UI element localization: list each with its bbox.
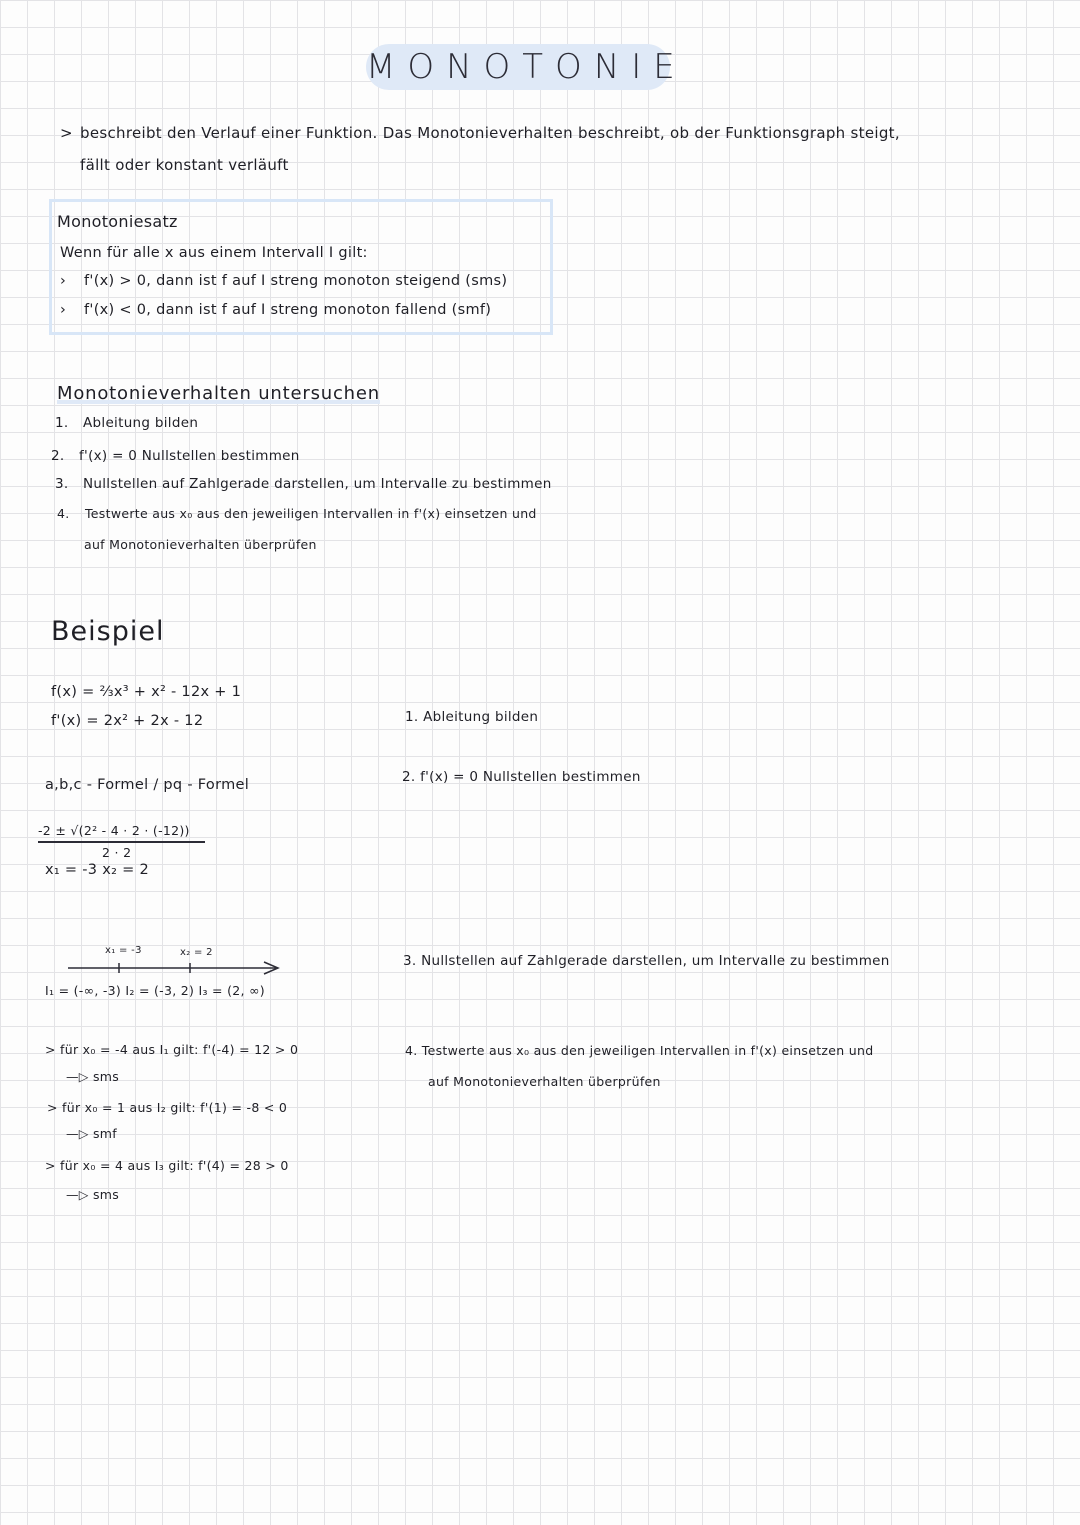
intervals: I₁ = (-∞, -3) I₂ = (-3, 2) I₃ = (2, ∞) [45,983,265,998]
step-text: Ableitung bilden [83,415,199,431]
test-2-result: —▷ smf [66,1126,117,1141]
quadratic-denominator: 2 · 2 [102,845,132,860]
example-heading: Beispiel [51,616,165,647]
step-text: f'(x) = 0 Nullstellen bestimmen [79,448,300,464]
intro-bullet: > [60,124,73,142]
procedure-step-2 [51,448,300,464]
bullet-icon: › [60,302,67,318]
number-line [66,958,282,978]
quadratic-numerator: -2 ± √(2² - 4 · 2 · (-12)) [38,823,190,838]
monotoniesatz-condition: Wenn für alle x aus einem Intervall I gilt: [60,245,368,261]
derivative: f'(x) = 2x² + 2x - 12 [51,713,204,729]
test-3-result: —▷ sms [66,1187,120,1202]
procedure-heading: Monotonieverhalten untersuchen [57,383,380,404]
procedure-step-3 [55,476,552,492]
test-1: > für x₀ = -4 aus I₁ gilt: f'(-4) = 12 > 0 [45,1042,299,1057]
step-number: 1. [55,415,69,431]
test-1-result: —▷ sms [66,1069,120,1084]
number-line-label-x1: x₁ = -3 [105,945,142,956]
procedure-step-4-cont: auf Monotonieverhalten überprüfen [84,537,317,552]
step-number: 3. [55,476,69,492]
monotoniesatz-rule-1: f'(x) > 0, dann ist f auf I streng monoton steigend (sms) [84,273,508,289]
step-number: 2. [51,448,65,464]
test-2: > für x₀ = 1 aus I₂ gilt: f'(1) = -8 < 0 [47,1100,288,1115]
step-number: 4. [57,506,70,521]
step-text: Testwerte aus x₀ aus den jeweiligen Intervallen in f'(x) einsetzen und [85,506,537,521]
formula-label: a,b,c - Formel / pq - Formel [45,777,250,793]
fraction-bar [38,841,205,843]
procedure-step-4 [57,506,537,521]
procedure-step-1 [55,415,198,431]
side-note-1: 1. Ableitung bilden [405,709,539,725]
intro-line-1: beschreibt den Verlauf einer Funktion. Das Monotonieverhalten beschreibt, ob der Funktionsgraph steigt, [80,124,900,142]
page-title: MONOTONIE [366,47,687,87]
side-note-3: 3. Nullstellen auf Zahlgerade darstellen, um Intervalle zu bestimmen [403,953,890,969]
side-note-4-cont: auf Monotonieverhalten überprüfen [428,1074,661,1089]
side-note-4: 4. Testwerte aus x₀ aus den jeweiligen Intervallen in f'(x) einsetzen und [405,1043,874,1058]
intro-line-2: fällt oder konstant verläuft [80,156,289,174]
monotoniesatz-rule-2: f'(x) < 0, dann ist f auf I streng monoton fallend (smf) [84,302,492,318]
roots: x₁ = -3 x₂ = 2 [45,862,150,878]
test-3: > für x₀ = 4 aus I₃ gilt: f'(4) = 28 > 0 [45,1158,289,1173]
step-text: Nullstellen auf Zahlgerade darstellen, um Intervalle zu bestimmen [83,476,552,492]
bullet-icon: › [60,273,67,289]
side-note-2: 2. f'(x) = 0 Nullstellen bestimmen [402,769,641,785]
number-line-label-x2: x₂ = 2 [180,947,213,958]
monotoniesatz-title: Monotoniesatz [57,212,178,231]
function-definition: f(x) = ⅔x³ + x² - 12x + 1 [51,684,242,700]
